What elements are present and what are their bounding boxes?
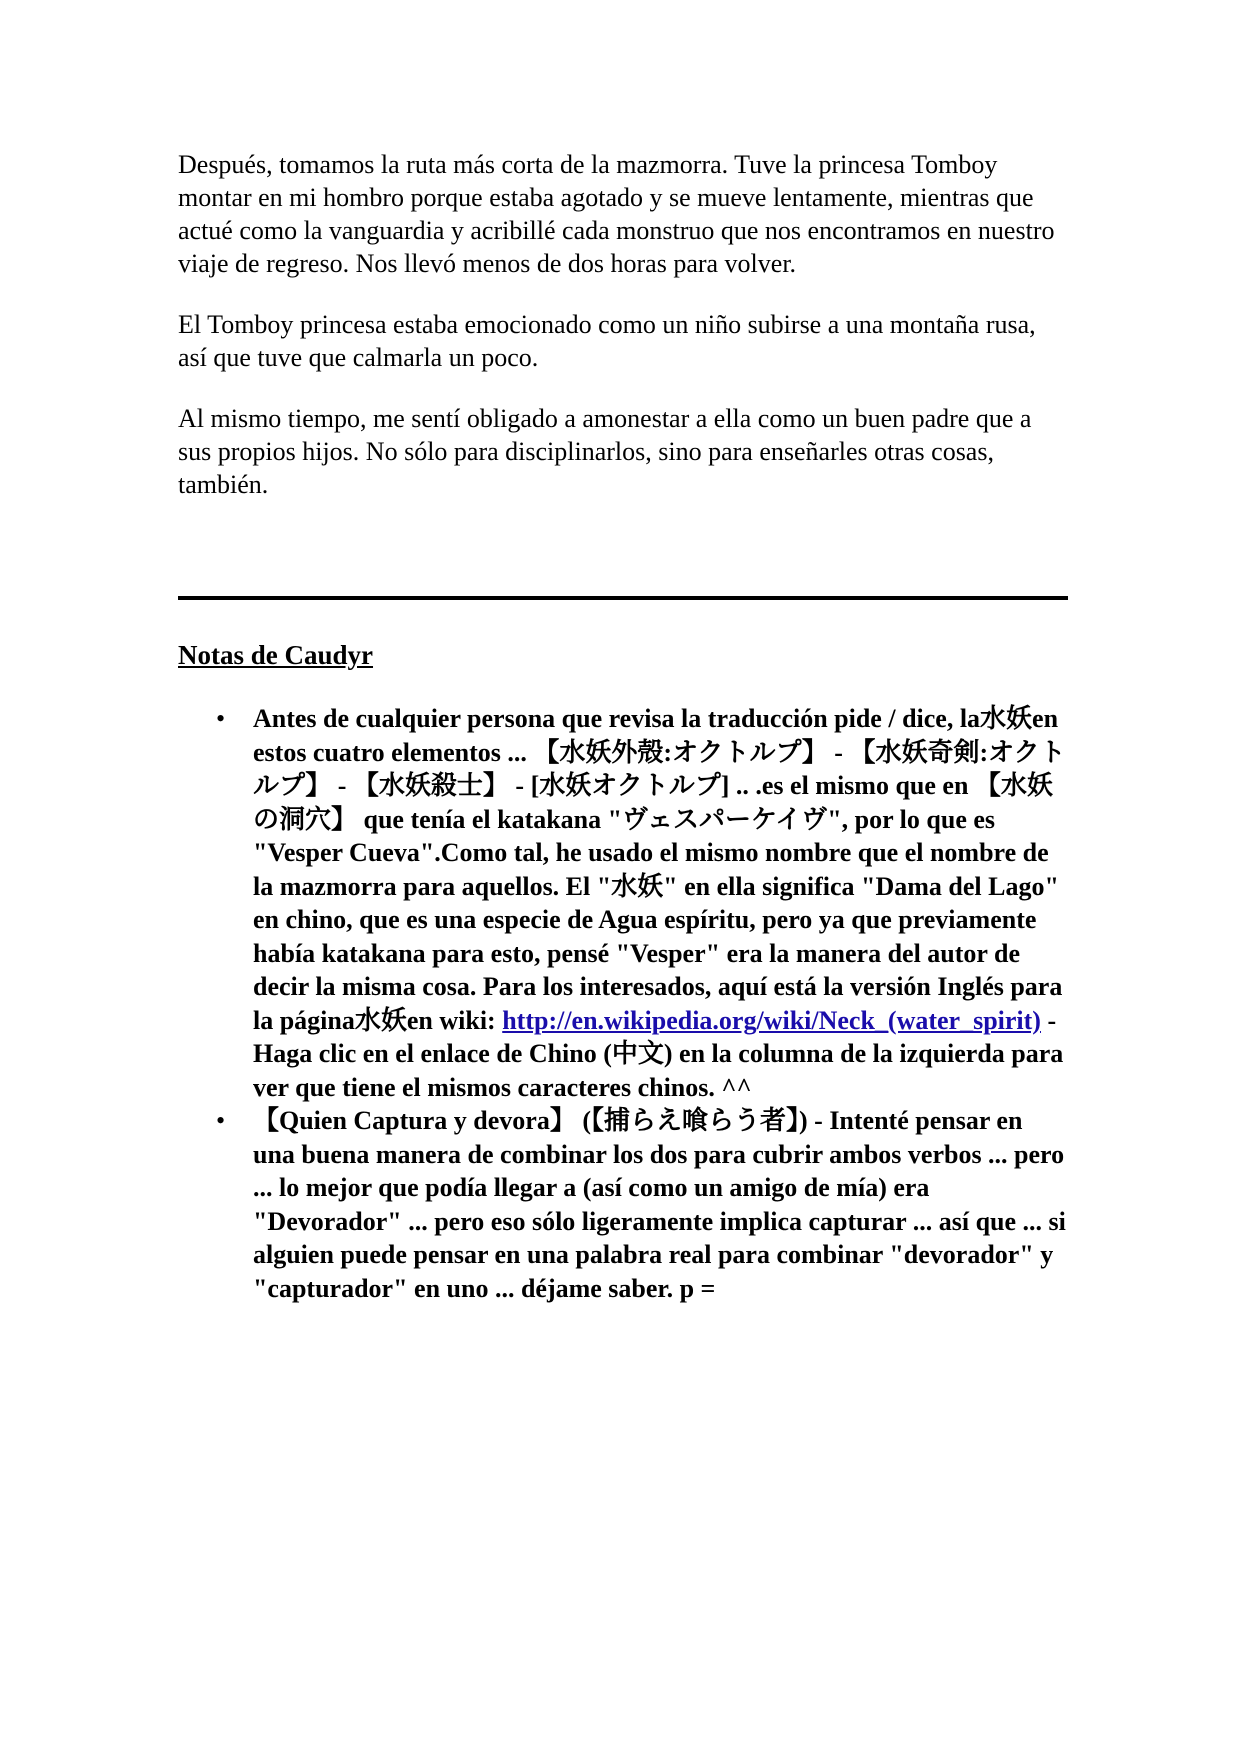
bullet-icon: •	[216, 704, 226, 733]
note-text-before: Antes de cualquier persona que revisa la traducción pide / dice, la水妖en estos cuatro elementos ... 【水妖外殻:オクトルプ】 - 【水妖奇剣:オクトルプ】 - 【水妖殺士】 - [水妖オクトルプ] .. .es el mismo que en 【水妖の洞穴】 que tenía el katakana "ヴェスパーケイヴ", por lo que es "Vesper Cueva".Como tal, he usado el mismo nombre que el nombre de la mazmorra para aquellos. El "水妖" en ella significa "Dama del Lago" en chino, que es una especie de Agua espíritu, pero ya que previamente había katakana para esto, pensé "Vesper" era la manera del autor de decir la misma cosa. Para los interesados, aquí está la versión Inglés para la página水妖en wiki:	[253, 704, 1066, 1035]
section-divider	[178, 596, 1068, 600]
wikipedia-link[interactable]: http://en.wikipedia.org/wiki/Neck_(water_spirit)	[502, 1005, 1041, 1035]
body-paragraph-3: Al mismo tiempo, me sentí obligado a amonestar a ella como un buen padre que a sus propios hijos. No sólo para disciplinarlos, sino para enseñarles otras cosas, también.	[178, 404, 1032, 499]
document-page	[178, 148, 1068, 1305]
notes-list	[178, 702, 1068, 1305]
note-text-after: - Haga clic en el enlace de Chino (中文) en la columna de la izquierda para ver que tiene el mismos caracteres chinos. ^^	[253, 1005, 1064, 1102]
bullet-icon: •	[216, 1106, 226, 1135]
notes-title: Notas de Caudyr	[178, 640, 374, 670]
note-text: 【Quien Captura y devora】 (【捕らえ喰らう者】) - Intenté pensar en una buena manera de combinar los dos para cubrir ambos verbos ... pero ... lo mejor que podía llegar a (así como un amigo de mía) era "Devorador" ... pero eso sólo ligeramente implica capturar ... así que ... si alguien puede pensar en una palabra real para combinar "devorador" y "capturador" en uno ... déjame saber. p =	[253, 1106, 1066, 1303]
body-paragraph-1: Después, tomamos la ruta más corta de la mazmorra. Tuve la princesa Tomboy montar en mi hombro porque estaba agotado y se mueve lentamente, mientras que actué como la vanguardia y acribillé cada monstruo que nos encontramos en nuestro viaje de regreso. Nos llevó menos de dos horas para volver.	[178, 150, 1055, 278]
list-item	[178, 702, 1068, 1104]
list-item	[178, 1104, 1068, 1305]
body-paragraph-2: El Tomboy princesa estaba emocionado como un niño subirse a una montaña rusa, así que tuve que calmarla un poco.	[178, 310, 1036, 372]
